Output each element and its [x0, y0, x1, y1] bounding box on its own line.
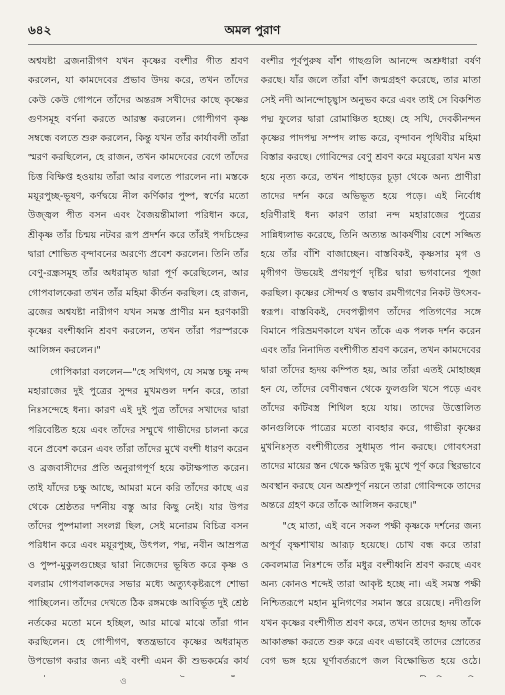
running-title: অমল পুরাণ: [224, 23, 281, 37]
footer-mark: ও: [120, 677, 127, 687]
right-column: [261, 52, 482, 677]
paragraph: বংশীর পূর্বপুরুষ বাঁশ গাছগুলি আনন্দে অশ্রুধারা বর্ষণ করছে। যাঁর জলে তাঁরা বাঁশ জন্মগ্রহণ করেছে, তার মাতা সেই নদী আনন্দোচ্ছ্বাস অনুভব করে এবং তাই সে বিকশিত পদ্ম ফুলের দ্বারা রোমাঞ্চিত হচ্ছে। হে সখি, দেবকীনন্দন কৃষ্ণের পাদপদ্ম সম্পদ লাভ করে, বৃন্দাবন পৃথিবীর মহিমা বিস্তার করছে। গোবিন্দের বেণু শ্রবণ করে ময়ূরেরা যখন মত্ত হয়ে নৃত্য করে, তখন পাহাড়ের চূড়া থেকে অন্য প্রাণীরা তাদের দর্শন করে অভিভূত হয়ে পড়ে। এই নির্বোধ হরিণীরাই ধন্য কারণ তারা নন্দ মহারাজের পুত্রের সান্নিধ্যলাভ করেছে, তিনি অত্যন্ত আকর্ষণীয় বেশে সজ্জিত হয়ে তাঁর বাঁশি বাজাচ্ছেন। বাস্তবিকই, কৃষ্ণসার মৃগ ও মৃগীগণ উভয়েই প্রণয়পূর্ণ দৃষ্টির দ্বারা ভগবানের পূজা করছিল। কৃষ্ণের সৌন্দর্য ও স্বভাব রমণীগণের নিকট উৎসব-স্বরূপ। বাস্তবিকই, দেবপত্নীগণ তাঁদের পতিগণের সঙ্গে বিমানে পরিভ্রমণকালে যখন তাঁকে এক পলক দর্শন করেন এবং তাঁর নিনাদিত বংশীগীত শ্রবণ করেন, তখন কামদেবের দ্বারা তাঁদের হৃদয় কম্পিত হয়, আর তাঁরা এতই মোহাচ্ছন্ন হন যে, তাঁদের বেণীবন্ধন থেকে ফুলগুলি খসে পড়ে এবং তাঁদের কটিবস্ত্র শিথিল হয়ে যায়। তাদের উত্তোলিত কানগুলিকে পাত্রের মতো ব্যবহার করে, গাভীরা কৃষ্ণের মুখনিঃসৃত বংশীগীতের সুধামৃত পান করছে। গোবৎসরা তাদের মায়ের স্তন থেকে ক্ষরিত দুগ্ধ মুখে পূর্ণ করে স্থিরভাবে অবস্থান করছে যেন অশ্রুপূর্ণ নয়নে তারা গোবিন্দকে তাদের অন্তরে গ্রহণ করে তাঁকে আলিঙ্গন করছে।": [260, 56, 481, 511]
left-column: [28, 52, 249, 677]
paragraph: অশ্বযষ্টা ব্রজনারীগণ যখন কৃষ্ণের বংশীর গীত শ্রবণ করলেন, যা কামদেবের প্রভাব উদয় করে, তখন তাঁদের কেউ কেউ গোপনে তাঁদের অন্তরঙ্গ সখীদের কাছে কৃষ্ণের গুণসমূহ বর্ণনা করতে আরম্ভ করলেন। গোপীগণ কৃষ্ণ সম্বন্ধে বলতে শুরু করলেন, কিন্তু যখন তাঁর কার্যাবলী তাঁরা স্মরণ করছিলেন, হে রাজন, তখন কামদেবের বেগে তাঁদের চিত্ত বিক্ষিপ্ত হওয়ায় তাঁরা আর বলতে পারলেন না। মস্তকে ময়ূরপুচ্ছ-ভূষণ, কর্ণদ্বয়ে নীল কর্ণিকার পুষ্প, স্বর্ণের মতো উজ্জ্বল পীত বসন এবং বৈজয়ন্তীমালা পরিধান করে, শ্রীকৃষ্ণ তাঁর চিন্ময় নটবর রূপ প্রদর্শন করে তাঁরই পদচিহ্নের দ্বারা শোভিত বৃন্দাবনের অরণ্যে প্রবেশ করলেন। তিনি তাঁর বেণু-রন্ধ্রসমূহ তাঁর অধরামৃত দ্বারা পূর্ণ করেছিলেন, আর গোপবালকেরা তখন তাঁর মহিমা কীর্তন করছিল। হে রাজন, ব্রজের অশ্বযষ্টা নারীগণ যখন সমস্ত প্রাণীর মন হরণকারী কৃষ্ণের বংশীধ্বনি শ্রবণ করলেন, তখন তাঁরা পরস্পরকে আলিঙ্গন করলেন।": [28, 56, 249, 357]
header-rule: [28, 44, 477, 45]
text-body: [28, 52, 481, 677]
page-number: ৬৪২: [28, 23, 52, 37]
paragraph: গোপিকারা বললেন—"হে সখিগণ, যে সমস্ত চক্ষু নন্দ মহারাজের দুই পুত্রের সুন্দর মুখমণ্ডল দর্শন করে, তারা নিঃসন্দেহে ধন্য। কারণ এই দুই পুত্র তাঁদের সখাদের দ্বারা পরিবেষ্টিত হয়ে এবং তাঁদের সম্মুখে গাভীদের চালনা করে বনে প্রবেশ করেন এবং তাঁরা তাঁদের মুখে বংশী ধারণ করেন ও ব্রজবাসীদের প্রতি অনুরাগপূর্ণ হয়ে কটাক্ষপাত করেন। তাই যাঁদের চক্ষু আছে, আমরা মনে করি তাঁদের কাছে এর থেকে শ্রেষ্ঠতর দর্শনীয় বস্তু আর কিছু নেই। যার উপর তাঁদের পুষ্পমালা সংলগ্ন ছিল, সেই মনোরম বিচিত্র বসন পরিধান করে এবং ময়ূরপুচ্ছ, উৎপল, পদ্ম, নবীন আম্রপত্র ও পুষ্প-মুকুলগুচ্ছের দ্বারা নিজেদের ভূষিত করে কৃষ্ণ ও বলরাম গোপবালকদের সভার মধ্যে অত্যুৎকৃষ্টরূপে শোভা পাচ্ছিলেন। তাঁদের দেখতে ঠিক রঙ্গমঞ্চে আবির্ভূত দুই শ্রেষ্ঠ নর্তকের মতো মনে হচ্ছিল, আর মাঝে মাঝে তাঁরা গান করছিলেন। হে গোপীগণ, স্বতন্ত্রভাবে কৃষ্ণের অধরামৃত উপভোগ করার জন্য এই বংশী এমন কী শুভকর্মের কার্য: [28, 366, 249, 668]
paragraph: "হে মাতা, এই বনে সকল পক্ষী কৃষ্ণকে দর্শনের জন্য অপূর্ব বৃক্ষশাখায় আরূঢ় হয়েছে। চোখ বন্ধ করে তারা কেবলমাত্র নিঃশব্দে তাঁর মধুর বংশীধ্বনি শ্রবণ করছে এবং অন্য কোনও শব্দেই তারা আকৃষ্ট হচ্ছে না। এই সমস্ত পক্ষী নিশ্চিতরূপে মহান মুনিগণের সমান স্তরে রয়েছে। নদীগুলি যখন কৃষ্ণের বংশীগীত শ্রবণ করে, তখন তাদের হৃদয় তাঁকে আকাঙ্ক্ষা করতে শুরু করে এবং এভাবেই তাদের স্রোতের বেগ ভঙ্গ হয়ে ঘূর্ণাবর্তরূপে জল বিক্ষোভিত হয়ে ওঠে।: [260, 521, 481, 668]
page-header: [28, 22, 477, 42]
